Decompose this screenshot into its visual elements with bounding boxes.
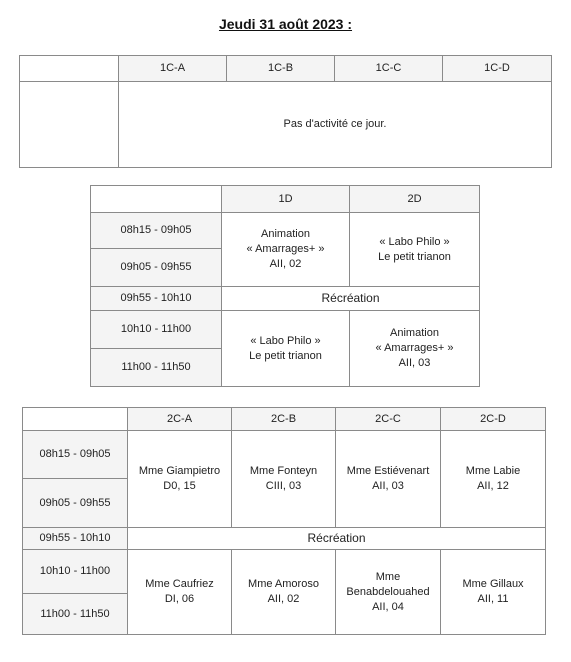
teacher-name: Mme Gillaux: [462, 578, 524, 590]
schedule-table-1c: [19, 55, 552, 168]
room-label: AII, 12: [477, 480, 509, 492]
room-label: AII, 11: [477, 593, 509, 605]
activity-cell-1d-block2: [222, 311, 350, 387]
activity-line: Animation: [390, 327, 439, 339]
teacher-name: Mme Labie: [465, 465, 521, 477]
activity-line: « Amarrages+ »: [375, 342, 454, 354]
time-slot: 10h10 - 11h00: [23, 550, 128, 594]
schedule-table-1d-2d: [90, 185, 480, 387]
teacher-name: Mme Giampietro: [138, 465, 221, 477]
header-2c-b: 2C-B: [232, 408, 336, 431]
class-cell-2c-a-block2: [128, 550, 232, 635]
header-1d: 1D: [222, 186, 350, 213]
teacher-name: Mme Benabdelouahed: [346, 570, 430, 598]
activity-cell-2d-block2: [350, 311, 480, 387]
room-label: AII, 03: [372, 480, 404, 492]
room-line: AII, 03: [398, 357, 431, 369]
time-slot: 11h00 - 11h50: [23, 594, 128, 635]
class-cell-2c-b-block2: [232, 550, 336, 635]
class-cell-2c-a-block1: [128, 431, 232, 528]
time-slot: 09h05 - 09h55: [91, 249, 222, 287]
teacher-name: Mme Fonteyn: [249, 465, 318, 477]
activity-line: « Amarrages+ »: [246, 243, 325, 255]
room-line: AII, 02: [269, 258, 302, 270]
location-line: Le petit trianon: [249, 349, 322, 362]
header-2c-d: 2C-D: [441, 408, 546, 431]
activity-line: « Labo Philo »: [379, 235, 450, 248]
corner-cell: [23, 408, 128, 431]
header-1c-c: 1C-C: [335, 56, 443, 82]
room-label: AII, 02: [267, 593, 300, 605]
header-1c-b: 1C-B: [227, 56, 335, 82]
schedule-table-2c: [22, 407, 546, 635]
page-title: Jeudi 31 août 2023 :: [218, 16, 353, 32]
activity-line: Animation: [261, 228, 310, 240]
time-slot: 08h15 - 09h05: [23, 431, 128, 479]
location-line: Le petit trianon: [378, 250, 451, 263]
class-cell-2c-d-block1: [441, 431, 546, 528]
teacher-name: Mme Caufriez: [145, 578, 214, 590]
break-label: Récréation: [128, 528, 546, 550]
time-slot: 09h05 - 09h55: [23, 479, 128, 528]
activity-line: « Labo Philo »: [250, 334, 321, 347]
room-label: D0, 15: [163, 480, 196, 492]
teacher-name: Mme Amoroso: [248, 578, 319, 590]
class-cell-2c-d-block2: [441, 550, 546, 635]
activity-cell-1d-block1: [222, 213, 350, 287]
time-slot: 09h55 - 10h10: [91, 287, 222, 311]
corner-cell: [91, 186, 222, 213]
teacher-name: Mme Estiévenart: [346, 465, 430, 477]
header-2d: 2D: [350, 186, 480, 213]
header-1c-a: 1C-A: [119, 56, 227, 82]
no-activity-message: Pas d'activité ce jour.: [119, 82, 552, 168]
time-slot: 10h10 - 11h00: [91, 311, 222, 349]
time-slot: 11h00 - 11h50: [91, 349, 222, 387]
corner-cell: [20, 56, 119, 82]
class-cell-2c-b-block1: [232, 431, 336, 528]
activity-cell-2d-block1: [350, 213, 480, 287]
room-label: AII, 04: [372, 600, 404, 613]
time-slot: 09h55 - 10h10: [23, 528, 128, 550]
header-2c-c: 2C-C: [336, 408, 441, 431]
empty-time-cell: [20, 82, 119, 168]
class-cell-2c-c-block1: [336, 431, 441, 528]
header-1c-d: 1C-D: [443, 56, 552, 82]
class-cell-2c-c-block2: [336, 550, 441, 635]
room-label: CIII, 03: [265, 480, 302, 492]
time-slot: 08h15 - 09h05: [91, 213, 222, 249]
break-label: Récréation: [222, 287, 480, 311]
room-label: DI, 06: [164, 593, 195, 605]
header-2c-a: 2C-A: [128, 408, 232, 431]
